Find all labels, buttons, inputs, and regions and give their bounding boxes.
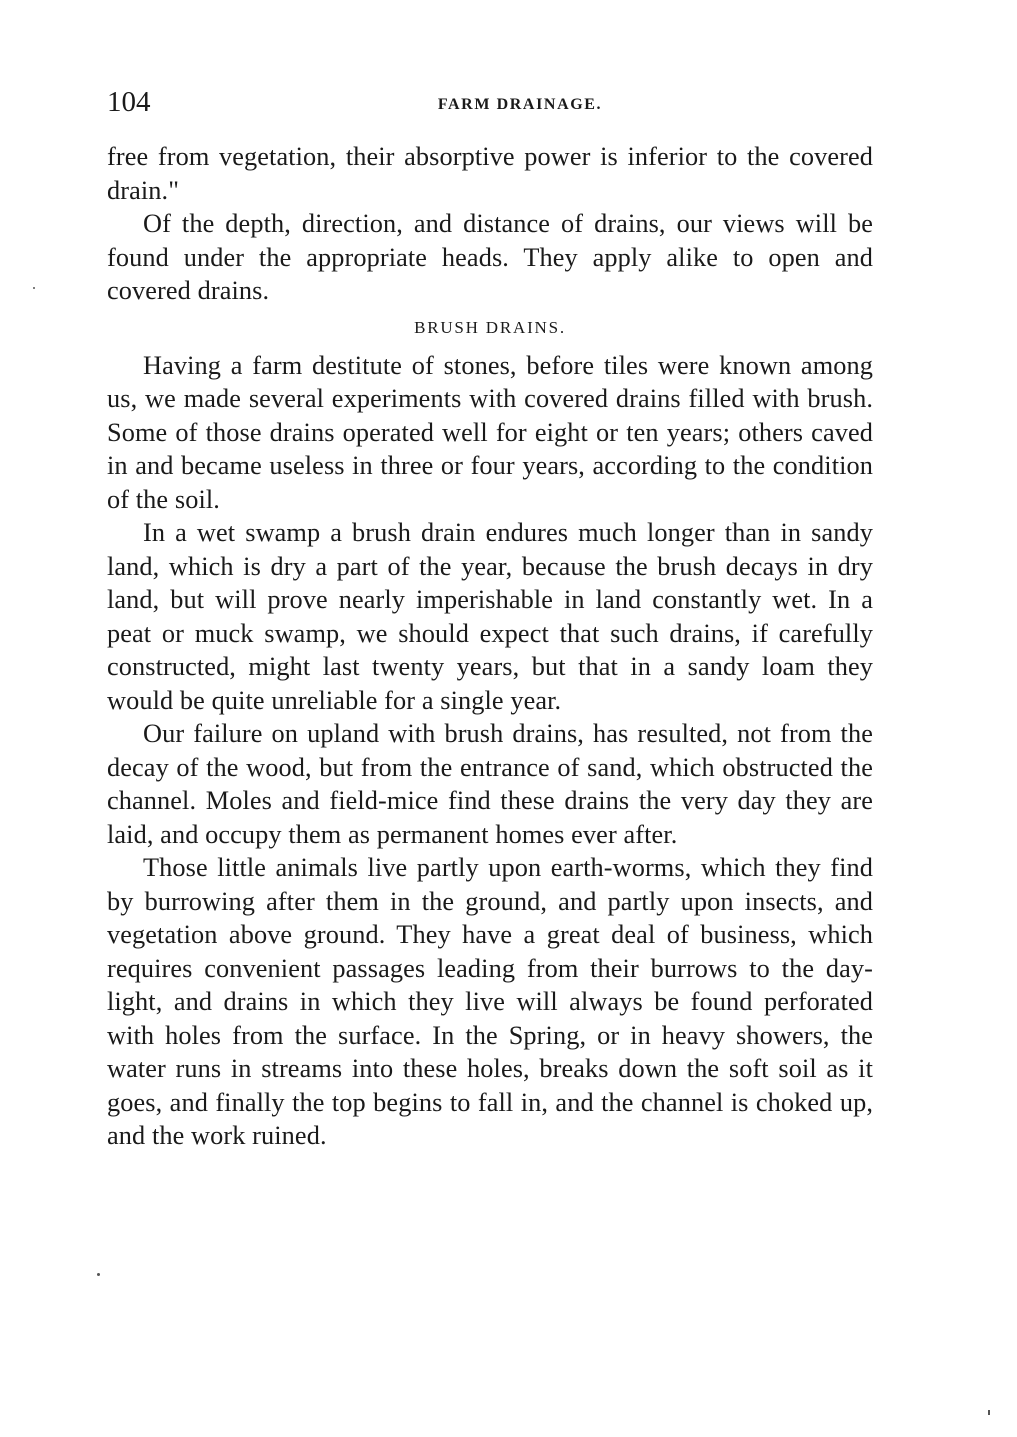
section-heading: BRUSH DRAINS.: [414, 317, 566, 337]
paragraph-wet-swamp: In a wet swamp a brush drain endures much longer than in sandy land, which is dry a part of the year, because the brush decays in dry land, but will prove nearly imperishable in land constantly wet. In a peat or muck swamp, we should expect that such drains, if carefully constructed, might last twenty years, but that in a sandy loam they would be quite unreliable for a single year.: [107, 518, 873, 715]
paragraph-upland-failure: Our failure on upland with brush drains, has resulted, not from the decay of the wood, but from the entrance of sand, which obstructed the channel. Moles and field-mice find these drains the very day they are laid, and occupy them as permanent homes ever after.: [107, 719, 873, 849]
book-page: [107, 82, 873, 1153]
paragraph-little-animals: Those little animals live partly upon earth-worms, which they find by burrowing after them in the ground, and partly upon insects, and vegetation above ground. They have a great deal of business, which requires convenient passages leading from their burrows to the day-light, and drains in which they live will always be found perforated with holes from the surface. In the Spring, or in heavy showers, the water runs in streams into these holes, breaks down the soft soil as it goes, and finally the top begins to fall in, and the channel is choked up, and the work ruined.: [107, 853, 873, 1150]
running-title: FARM DRAINAGE.: [437, 96, 603, 113]
paragraph-brush-experiments: Having a farm destitute of stones, before tiles were known among us, we made several experiments with covered drains filled with brush. Some of those drains operated well for eight or ten years; others caved in and became useless in three or four years, according to the condition of the soil.: [107, 350, 873, 514]
paragraph-continued: free from vegetation, their absorptive power is inferior to the covered drain.": [107, 142, 873, 205]
scan-speck: [988, 1410, 990, 1415]
scan-speck: [97, 1273, 100, 1276]
page-header: [107, 82, 873, 122]
paragraph-depth-direction: Of the depth, direction, and distance of drains, our views will be found under the appropriate heads. They apply alike to open and covered drains.: [107, 209, 873, 305]
scan-speck: [33, 287, 35, 289]
page-number: 104: [107, 86, 151, 118]
